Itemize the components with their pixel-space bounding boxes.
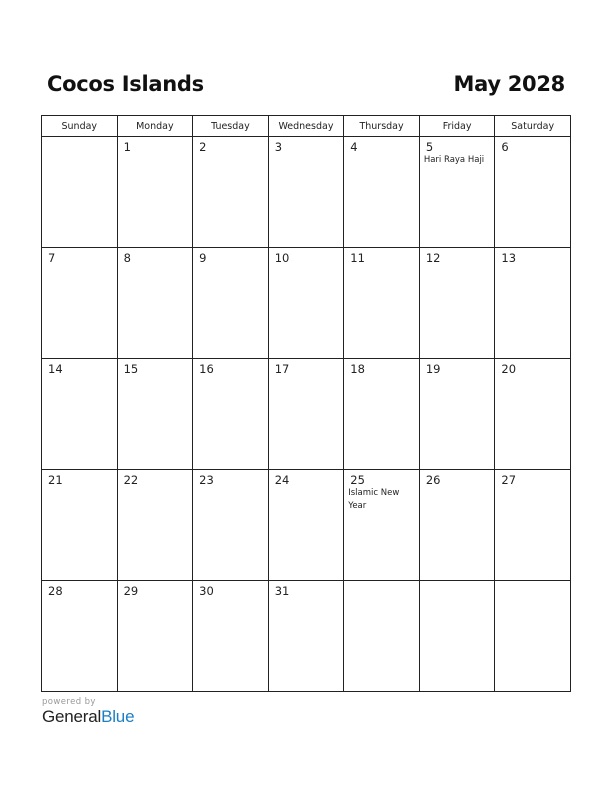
day-number: 15 bbox=[123, 362, 139, 376]
day-cell bbox=[344, 359, 420, 470]
logo-text-general: General bbox=[42, 707, 102, 726]
day-number: 12 bbox=[425, 251, 441, 265]
day-number: 21 bbox=[48, 473, 63, 487]
day-number: 27 bbox=[501, 473, 517, 487]
day-number: 13 bbox=[501, 251, 517, 265]
day-cell bbox=[117, 359, 193, 470]
day-number: 23 bbox=[199, 473, 214, 487]
day-number: 22 bbox=[123, 473, 139, 487]
day-number: 31 bbox=[274, 584, 290, 598]
week-row bbox=[42, 359, 571, 470]
day-number: 2 bbox=[199, 140, 207, 154]
day-number: 25 bbox=[350, 473, 365, 487]
day-cell bbox=[419, 248, 495, 359]
day-number bbox=[495, 581, 570, 584]
weekday-header: Tuesday bbox=[193, 116, 269, 137]
week-row bbox=[42, 470, 571, 581]
day-number: 24 bbox=[274, 473, 290, 487]
powered-by-text: powered by bbox=[42, 697, 96, 707]
holiday-label: Hari Raya Haji bbox=[423, 155, 485, 165]
weekday-header: Friday bbox=[419, 116, 495, 137]
day-cell bbox=[117, 470, 193, 581]
day-cell bbox=[268, 470, 344, 581]
day-cell bbox=[42, 470, 118, 581]
day-cell bbox=[193, 581, 269, 692]
day-cell bbox=[42, 137, 118, 248]
week-row bbox=[42, 137, 571, 248]
holiday-label: Islamic New Year bbox=[348, 488, 400, 511]
day-number: 4 bbox=[350, 140, 358, 154]
day-cell bbox=[419, 359, 495, 470]
day-number: 30 bbox=[199, 584, 214, 598]
day-cell bbox=[495, 359, 571, 470]
day-number: 26 bbox=[425, 473, 441, 487]
day-cell bbox=[495, 470, 571, 581]
day-number bbox=[420, 581, 495, 584]
weekday-header: Thursday bbox=[344, 116, 420, 137]
weekday-header: Wednesday bbox=[268, 116, 344, 137]
day-number: 20 bbox=[501, 362, 517, 376]
day-number: 29 bbox=[123, 584, 139, 598]
day-number: 17 bbox=[274, 362, 290, 376]
generalblue-logo[interactable] bbox=[42, 707, 134, 727]
day-cell bbox=[193, 248, 269, 359]
day-cell bbox=[193, 470, 269, 581]
day-cell bbox=[268, 137, 344, 248]
weekday-header: Saturday bbox=[495, 116, 571, 137]
day-cell bbox=[193, 137, 269, 248]
month-calendar-grid bbox=[41, 115, 571, 692]
day-cell bbox=[495, 581, 571, 692]
day-number: 1 bbox=[123, 140, 131, 154]
day-cell bbox=[193, 359, 269, 470]
logo-text-blue: Blue bbox=[101, 707, 135, 726]
day-number: 8 bbox=[123, 251, 131, 265]
day-number: 10 bbox=[274, 251, 290, 265]
day-cell bbox=[117, 581, 193, 692]
day-cell bbox=[344, 248, 420, 359]
day-cell bbox=[268, 581, 344, 692]
day-number: 28 bbox=[48, 584, 63, 598]
calendar-body bbox=[42, 137, 571, 692]
week-row bbox=[42, 581, 571, 692]
day-number: 9 bbox=[199, 251, 207, 265]
day-cell bbox=[344, 137, 420, 248]
day-cell bbox=[495, 248, 571, 359]
day-number: 18 bbox=[350, 362, 365, 376]
day-cell bbox=[268, 248, 344, 359]
day-number: 16 bbox=[199, 362, 214, 376]
day-cell bbox=[419, 581, 495, 692]
day-number: 14 bbox=[48, 362, 63, 376]
day-cell bbox=[117, 137, 193, 248]
weekday-header: Monday bbox=[117, 116, 193, 137]
day-number bbox=[42, 137, 117, 140]
day-cell bbox=[42, 359, 118, 470]
day-cell bbox=[42, 581, 118, 692]
day-number: 11 bbox=[350, 251, 365, 265]
week-row bbox=[42, 248, 571, 359]
day-cell bbox=[495, 137, 571, 248]
day-number: 3 bbox=[274, 140, 283, 154]
day-number: 19 bbox=[425, 362, 441, 376]
day-number: 6 bbox=[501, 140, 509, 154]
day-number: 7 bbox=[48, 251, 56, 265]
day-number: 5 bbox=[425, 140, 434, 154]
day-cell bbox=[42, 248, 118, 359]
weekday-header-row bbox=[42, 116, 571, 137]
day-cell bbox=[419, 137, 495, 248]
calendar-region-title: Cocos Islands bbox=[47, 72, 204, 96]
day-cell bbox=[268, 359, 344, 470]
day-cell bbox=[117, 248, 193, 359]
footer-branding bbox=[42, 697, 134, 727]
day-number bbox=[344, 581, 419, 584]
day-cell bbox=[344, 470, 420, 581]
weekday-header: Sunday bbox=[42, 116, 118, 137]
calendar-month-title: May 2028 bbox=[453, 72, 565, 96]
day-cell bbox=[419, 470, 495, 581]
day-cell bbox=[344, 581, 420, 692]
